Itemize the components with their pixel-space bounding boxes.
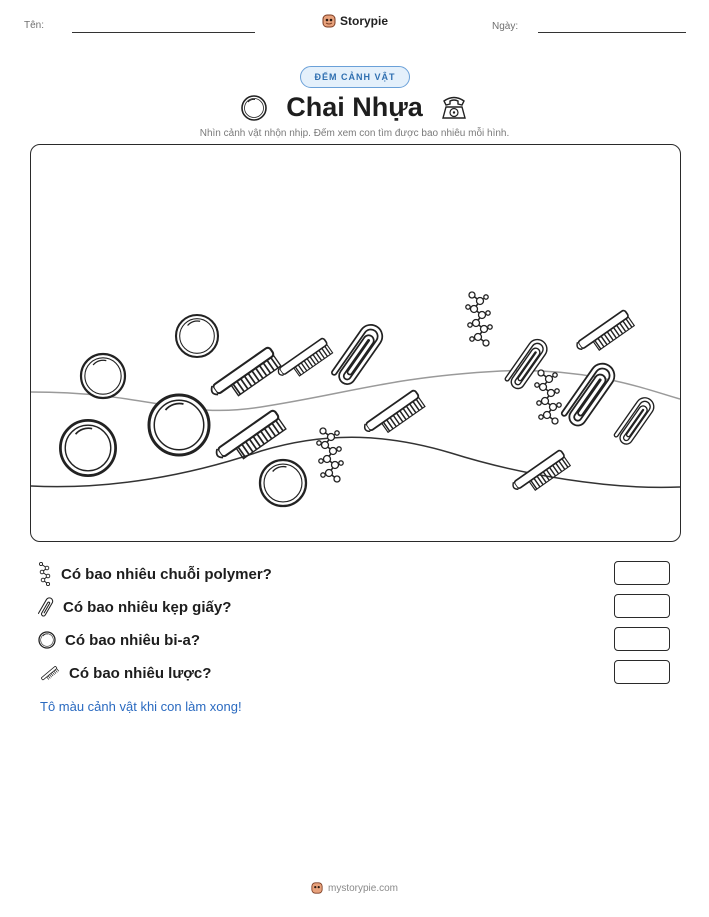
- marble-icon: [38, 630, 56, 650]
- question-text: Có bao nhiêu bi-a?: [65, 631, 200, 649]
- paperclip[interactable]: [564, 362, 616, 425]
- question-row: [38, 660, 678, 686]
- question-text: Có bao nhiêu kẹp giấy?: [63, 598, 232, 616]
- paperclip[interactable]: [616, 397, 655, 444]
- polymer-chain[interactable]: [466, 292, 492, 346]
- telephone-icon: [439, 93, 469, 121]
- site-url[interactable]: mystorypie.com: [327, 882, 398, 894]
- question-text: Có bao nhiêu chuỗi polymer?: [61, 565, 272, 583]
- site-footer: [0, 881, 709, 895]
- storypie-mascot-icon: [311, 881, 323, 895]
- brand-logo: [322, 13, 388, 29]
- polymer-chain-icon: [38, 562, 52, 586]
- marble[interactable]: [60, 420, 115, 475]
- polymer-chain[interactable]: [535, 370, 561, 424]
- instructions: Nhìn cảnh vật nhộn nhịp. Đếm xem con tìm được bao nhiêu mỗi hình.: [199, 128, 510, 139]
- comb[interactable]: [575, 310, 635, 360]
- question-row: [38, 594, 678, 620]
- counting-scene: [30, 144, 681, 542]
- storypie-mascot-icon: [322, 13, 336, 29]
- marble[interactable]: [260, 460, 306, 506]
- date-label: Ngày:: [492, 21, 519, 32]
- paperclip-icon: [38, 595, 54, 619]
- question-row: [38, 561, 678, 587]
- category-badge: ĐẾM CẢNH VẬT: [300, 66, 410, 88]
- wave-line-lower: [31, 437, 680, 487]
- answer-box[interactable]: [614, 660, 670, 684]
- comb[interactable]: [511, 450, 571, 500]
- date-line[interactable]: [538, 32, 686, 33]
- coloring-note: Tô màu cảnh vật khi con làm xong!: [40, 699, 242, 714]
- question-row: [38, 627, 678, 653]
- paperclip[interactable]: [507, 338, 548, 388]
- comb[interactable]: [277, 338, 334, 385]
- name-line[interactable]: [72, 32, 255, 33]
- marble[interactable]: [81, 354, 125, 398]
- answer-box[interactable]: [614, 561, 670, 585]
- polymer-chain[interactable]: [317, 428, 343, 482]
- paperclip[interactable]: [334, 324, 384, 384]
- marble[interactable]: [149, 395, 209, 455]
- question-text: Có bao nhiêu lược?: [69, 664, 212, 682]
- comb[interactable]: [363, 390, 426, 443]
- answer-box[interactable]: [614, 594, 670, 618]
- comb[interactable]: [209, 346, 282, 406]
- page-title: Chai Nhựa: [286, 92, 423, 122]
- marble[interactable]: [176, 315, 218, 357]
- answer-box[interactable]: [614, 627, 670, 651]
- name-label: Tên:: [24, 20, 45, 31]
- comb-icon: [38, 662, 60, 684]
- brand-name: Storypie: [340, 14, 389, 28]
